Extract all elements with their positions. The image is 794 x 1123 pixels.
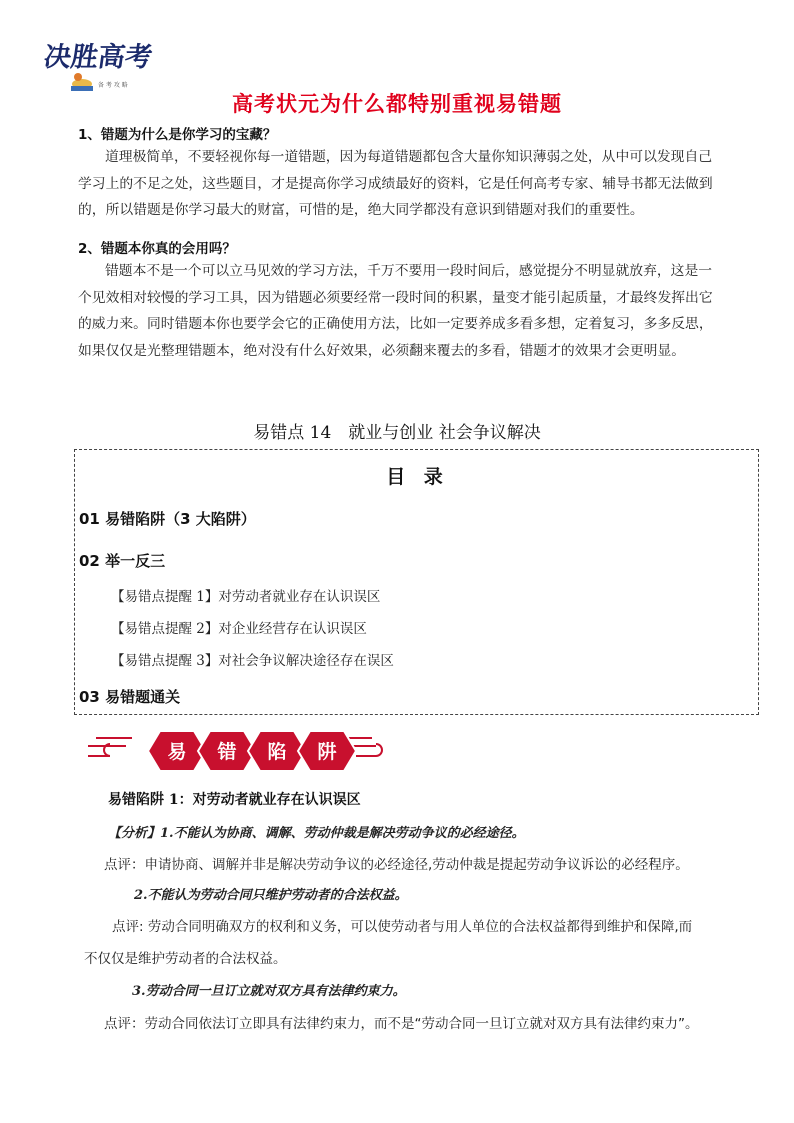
point-text-2: 2.不能认为劳动合同只维护劳动者的合法权益。 bbox=[134, 888, 408, 903]
table-of-contents bbox=[74, 449, 759, 715]
paragraph-line: 如果仅仅是光整理错题本，绝对没有什么好效果，必须翻来覆去的多看，错题才的效果才会更明显。 bbox=[78, 342, 686, 359]
banner-hexagons bbox=[148, 731, 356, 771]
section-paragraph-2 bbox=[78, 258, 722, 364]
paragraph-line: 的威力来。同时错题本你也要学会它的正确使用方法，比如一定要养成多看多想，定着复习，多多反思， bbox=[78, 316, 713, 332]
toc-item-practice: 03 易错题通关 bbox=[79, 688, 181, 706]
banner-char-2: 错 bbox=[217, 741, 237, 763]
toc-item-traps: 01 易错陷阱（3 大陷阱） bbox=[79, 510, 256, 528]
paragraph-line: 学习上的不足之处，这些题目，才是提高你学习成绩最好的资料，它是任何高考专家、辅导书都无法做到 bbox=[78, 175, 713, 192]
paragraph-line: 道理极简单，不要轻视你每一道错题，因为每道错题都包含大量你知识薄弱之处，从中可以发现自己 bbox=[105, 149, 713, 165]
banner-char-1: 易 bbox=[167, 741, 187, 763]
banner-graphic bbox=[86, 724, 641, 778]
section-paragraph-1 bbox=[78, 144, 718, 224]
toc-title: 目 录 bbox=[386, 466, 449, 488]
comment-text-2a: 点评: 劳动合同明确双方的权利和义务，可以使劳动者与用人单位的合法权益都得到维护和保障,而 bbox=[112, 919, 693, 935]
toc-subitem-3: 【易错点提醒 3】对社会争议解决途径存在误区 bbox=[111, 653, 394, 669]
section-heading-1: 1、错题为什么是你学习的宝藏？ bbox=[78, 127, 277, 143]
banner-char-3: 陷 bbox=[267, 741, 287, 763]
point-text-3: 3.劳动合同一旦订立就对双方具有法律约束力。 bbox=[132, 984, 406, 999]
logo-text: 决胜高考 bbox=[44, 42, 155, 73]
comment-text-3: 点评：劳动合同依法订立即具有法律约束力，而不是“劳动合同一旦订立就对双方具有法律约束力”。 bbox=[104, 1016, 699, 1032]
toc-subitem-2: 【易错点提醒 2】对企业经营存在认识误区 bbox=[111, 621, 367, 637]
comment-text-1: 点评：申请协商、调解并非是解决劳动争议的必经途径,劳动仲裁是提起劳动争议诉讼的必经程序。 bbox=[104, 857, 689, 873]
section-banner bbox=[86, 724, 641, 778]
paragraph-line: 的，所以错题是你学习最大的财富，可惜的是，绝大同学都没有意识到错题对我们的重要性。 bbox=[78, 202, 644, 218]
toc-subitem-1: 【易错点提醒 1】对劳动者就业存在认识误区 bbox=[111, 589, 381, 605]
toc-item-examples: 02 举一反三 bbox=[79, 552, 166, 570]
page-title: 高考状元为什么都特别重视易错题 bbox=[232, 92, 562, 116]
analysis-text: 【分析】1.不能认为协商、调解、劳动仲裁是解决劳动争议的必经途径。 bbox=[108, 826, 525, 841]
topic-subtitle: 易错点 14 就业与创业 社会争议解决 bbox=[253, 423, 541, 443]
banner-char-4: 阱 bbox=[317, 741, 337, 763]
paragraph-line: 错题本不是一个可以立马见效的学习方法，千万不要用一段时间后，感觉提分不明显就放弃，这是一 bbox=[105, 263, 713, 279]
comment-text-2b: 不仅仅是维护劳动者的合法权益。 bbox=[84, 951, 287, 967]
banner-left-ornament bbox=[88, 738, 132, 756]
logo-subtext: 备 考 攻 略 bbox=[98, 82, 128, 89]
trap-heading: 易错陷阱 1：对劳动者就业存在认识误区 bbox=[108, 792, 361, 808]
section-heading-2: 2、错题本你真的会用吗？ bbox=[78, 241, 236, 257]
paragraph-line: 个见效相对较慢的学习工具，因为错题必须要经常一段时间的积累，量变才能引起质量，才最终发挥出它 bbox=[78, 289, 713, 306]
